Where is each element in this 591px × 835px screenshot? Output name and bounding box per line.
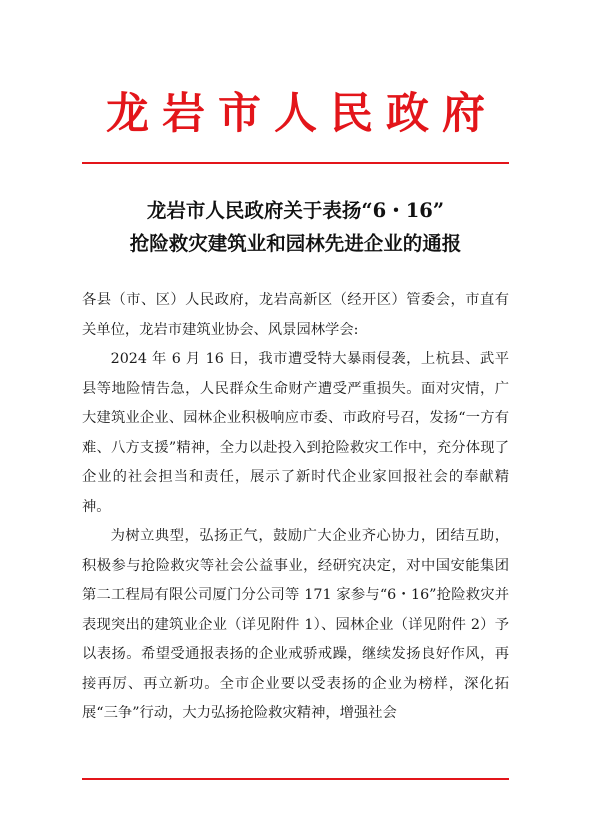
body-paragraph-2: 为树立典型，弘扬正气，鼓励广大企业齐心协力，团结互助，积极参与抢险救灾等社会公益事业，经研究决定，对中国安能集团第二工程局有限公司厦门分公司等 171 家参与“6・16”抢险救灾并表现突出的建筑业企业（详见附件 1）、园林企业（详见附件 2）予以表扬。希望受通报表扬的企业戒骄戒躁，继续发扬良好作风，再接再厉、再立新功。全市企业要以受表扬的企业为榜样，深化拓展“三争”行动，大力弘扬抢险救灾精神，增强社会 bbox=[82, 528, 509, 721]
body-paragraph-1: 2024 年 6 月 16 日，我市遭受特大暴雨侵袭，上杭县、武平县等地险情告急，人民群众生命财产遭受严重损失。面对灾情，广大建筑业企业、园林企业积极响应市委、市政府号召，发扬“一方有难、八方支援”精神，全力以赴投入到抢险救灾工作中，充分体现了企业的社会担当和责任，展示了新时代企业家回报社会的奉献精神。 bbox=[82, 351, 509, 515]
salutation: 各县（市、区）人民政府，龙岩高新区（经开区）管委会，市直有关单位，龙岩市建筑业协会、风景园林学会: bbox=[82, 292, 509, 338]
red-footer-rule bbox=[82, 778, 509, 780]
title-line-1: 龙岩市人民政府关于表扬“6・16” bbox=[146, 199, 445, 222]
masthead-issuer: 龙岩市人民政府 bbox=[106, 89, 498, 139]
red-header-rule bbox=[82, 162, 509, 164]
document-title bbox=[0, 194, 591, 260]
title-line-2: 抢险救灾建筑业和园林先进企业的通报 bbox=[129, 232, 462, 255]
document-body bbox=[82, 286, 509, 729]
